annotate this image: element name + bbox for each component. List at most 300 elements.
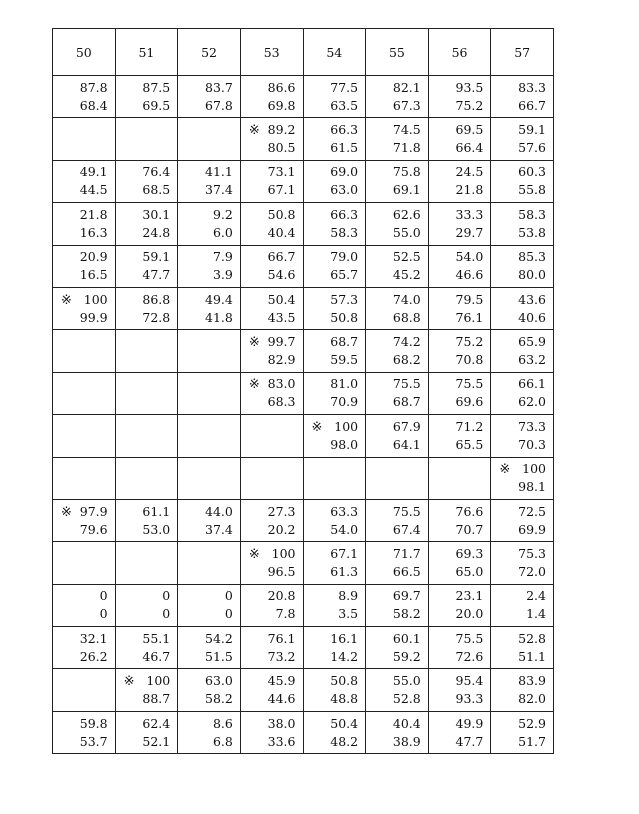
table-row bbox=[53, 372, 554, 414]
value-upper: 58.3 bbox=[518, 206, 546, 222]
value-lower: 63.5 bbox=[330, 97, 359, 113]
value-lower: 65.7 bbox=[330, 267, 359, 283]
value-lower: 80.0 bbox=[518, 267, 546, 283]
value-lower: 33.6 bbox=[267, 733, 296, 749]
table-cell bbox=[428, 160, 491, 202]
table-cell bbox=[178, 499, 241, 541]
value-lower: 52.8 bbox=[392, 691, 421, 707]
table-cell bbox=[428, 76, 491, 118]
table-cell bbox=[491, 245, 554, 287]
value-lower: 82.9 bbox=[267, 352, 296, 368]
value-upper: 71.7 bbox=[392, 545, 421, 561]
table-cell bbox=[303, 542, 366, 584]
value-lower: 64.1 bbox=[392, 436, 421, 452]
value-lower: 70.8 bbox=[455, 352, 484, 368]
table-cell bbox=[491, 330, 554, 372]
table-cell bbox=[428, 415, 491, 457]
value-lower: 70.9 bbox=[330, 394, 359, 410]
empty-cell bbox=[178, 118, 241, 160]
table-cell bbox=[366, 711, 429, 753]
value-lower: 98.1 bbox=[518, 479, 546, 495]
value-upper: 100 bbox=[522, 461, 546, 477]
table-cell bbox=[240, 627, 303, 669]
value-lower: 1.4 bbox=[526, 606, 546, 622]
table-cell bbox=[491, 669, 554, 711]
value-upper: 69.3 bbox=[455, 545, 484, 561]
value-upper: 83.3 bbox=[518, 79, 546, 95]
value-upper: 67.9 bbox=[392, 418, 421, 434]
table-cell bbox=[53, 203, 116, 245]
value-lower: 67.3 bbox=[392, 97, 421, 113]
value-upper: 0 bbox=[99, 588, 108, 604]
value-upper: 59.1 bbox=[518, 122, 546, 138]
table-cell bbox=[178, 287, 241, 329]
value-upper: 27.3 bbox=[267, 503, 296, 519]
reference-mark: ※ bbox=[248, 377, 260, 393]
table-cell bbox=[178, 160, 241, 202]
value-upper: 75.2 bbox=[455, 334, 484, 350]
value-upper: 40.4 bbox=[392, 715, 421, 731]
value-lower: 53.7 bbox=[79, 733, 108, 749]
value-lower: 58.3 bbox=[330, 224, 359, 240]
value-lower: 69.6 bbox=[455, 394, 484, 410]
value-upper: 75.5 bbox=[392, 503, 421, 519]
value-lower: 47.7 bbox=[142, 267, 171, 283]
table-cell bbox=[178, 711, 241, 753]
value-lower: 70.3 bbox=[518, 436, 546, 452]
table-cell bbox=[115, 627, 178, 669]
value-lower: 57.6 bbox=[518, 140, 546, 156]
value-lower: 72.8 bbox=[142, 309, 171, 325]
value-lower: 69.1 bbox=[392, 182, 421, 198]
value-lower: 68.4 bbox=[79, 97, 108, 113]
value-upper: 74.0 bbox=[392, 291, 421, 307]
value-upper: 30.1 bbox=[142, 206, 171, 222]
value-lower: 75.2 bbox=[455, 97, 484, 113]
value-upper: 8.9 bbox=[338, 588, 359, 604]
value-upper: 86.8 bbox=[142, 291, 171, 307]
value-upper: 99.7 bbox=[267, 334, 296, 350]
value-upper: 86.6 bbox=[267, 79, 296, 95]
table-cell bbox=[240, 76, 303, 118]
value-upper: 100 bbox=[83, 291, 108, 307]
value-lower: 20.2 bbox=[267, 521, 296, 537]
data-table bbox=[52, 28, 554, 754]
value-lower: 79.6 bbox=[79, 521, 108, 537]
value-lower: 16.5 bbox=[79, 267, 108, 283]
column-header: 52 bbox=[178, 29, 241, 76]
value-lower: 71.8 bbox=[392, 140, 421, 156]
value-upper: 32.1 bbox=[79, 630, 108, 646]
value-upper: 79.0 bbox=[330, 249, 359, 265]
table-cell bbox=[178, 627, 241, 669]
value-upper: 21.8 bbox=[79, 206, 108, 222]
table-cell bbox=[240, 372, 303, 414]
table-cell bbox=[303, 330, 366, 372]
table-row bbox=[53, 160, 554, 202]
value-upper: 2.4 bbox=[526, 588, 546, 604]
value-upper: 60.3 bbox=[518, 164, 546, 180]
value-lower: 66.5 bbox=[392, 563, 421, 579]
table-cell bbox=[53, 499, 116, 541]
table-cell bbox=[366, 499, 429, 541]
table-cell bbox=[491, 415, 554, 457]
table-cell bbox=[303, 287, 366, 329]
value-lower: 55.8 bbox=[518, 182, 546, 198]
value-upper: 83.7 bbox=[205, 79, 233, 95]
value-lower: 46.7 bbox=[142, 648, 171, 664]
table-cell bbox=[428, 330, 491, 372]
value-upper: 100 bbox=[334, 418, 359, 434]
table-cell bbox=[428, 203, 491, 245]
value-upper: 52.5 bbox=[392, 249, 421, 265]
table-cell bbox=[428, 372, 491, 414]
table-cell bbox=[491, 457, 554, 499]
table-cell bbox=[53, 245, 116, 287]
value-upper: 76.4 bbox=[142, 164, 171, 180]
table-row bbox=[53, 245, 554, 287]
value-upper: 50.8 bbox=[267, 206, 296, 222]
value-lower: 67.1 bbox=[267, 182, 296, 198]
column-header: 53 bbox=[240, 29, 303, 76]
value-upper: 74.5 bbox=[392, 122, 421, 138]
value-lower: 43.5 bbox=[267, 309, 296, 325]
value-lower: 69.5 bbox=[142, 97, 171, 113]
value-lower: 73.2 bbox=[267, 648, 296, 664]
table-cell bbox=[366, 542, 429, 584]
table-cell bbox=[178, 245, 241, 287]
value-upper: 66.3 bbox=[330, 206, 359, 222]
value-upper: 49.9 bbox=[455, 715, 484, 731]
table-cell bbox=[366, 245, 429, 287]
value-lower: 40.6 bbox=[518, 309, 546, 325]
reference-mark: ※ bbox=[61, 504, 72, 520]
column-header: 55 bbox=[366, 29, 429, 76]
value-lower: 58.2 bbox=[205, 691, 233, 707]
table-cell bbox=[303, 76, 366, 118]
table-cell bbox=[428, 118, 491, 160]
value-upper: 100 bbox=[271, 545, 296, 561]
table-cell bbox=[115, 203, 178, 245]
table-cell bbox=[303, 415, 366, 457]
table-row bbox=[53, 457, 554, 499]
value-lower: 46.6 bbox=[455, 267, 484, 283]
value-upper: 73.1 bbox=[267, 164, 296, 180]
value-lower: 3.9 bbox=[212, 267, 233, 283]
table-row bbox=[53, 499, 554, 541]
value-upper: 59.1 bbox=[142, 249, 171, 265]
value-upper: 74.2 bbox=[392, 334, 421, 350]
table-row bbox=[53, 118, 554, 160]
value-lower: 80.5 bbox=[267, 140, 296, 156]
value-upper: 41.1 bbox=[205, 164, 233, 180]
column-header: 56 bbox=[428, 29, 491, 76]
value-lower: 40.4 bbox=[267, 224, 296, 240]
reference-mark: ※ bbox=[248, 335, 260, 351]
table-cell bbox=[366, 160, 429, 202]
value-upper: 24.5 bbox=[455, 164, 484, 180]
value-lower: 6.0 bbox=[212, 224, 233, 240]
value-upper: 45.9 bbox=[267, 673, 296, 689]
value-lower: 47.7 bbox=[455, 733, 484, 749]
value-lower: 24.8 bbox=[142, 224, 171, 240]
table-cell bbox=[240, 203, 303, 245]
value-lower: 96.5 bbox=[267, 563, 296, 579]
table-cell bbox=[303, 711, 366, 753]
table-cell bbox=[53, 711, 116, 753]
value-upper: 66.3 bbox=[330, 122, 359, 138]
value-lower: 65.5 bbox=[455, 436, 484, 452]
table-cell bbox=[303, 499, 366, 541]
table-cell bbox=[240, 542, 303, 584]
value-upper: 75.3 bbox=[518, 545, 546, 561]
table-cell bbox=[115, 160, 178, 202]
table-cell bbox=[240, 499, 303, 541]
value-upper: 83.9 bbox=[518, 673, 546, 689]
empty-cell bbox=[115, 372, 178, 414]
empty-cell bbox=[53, 457, 116, 499]
value-lower: 59.5 bbox=[330, 352, 359, 368]
column-header: 54 bbox=[303, 29, 366, 76]
table-cell bbox=[428, 669, 491, 711]
value-lower: 0 bbox=[224, 606, 233, 622]
table-body bbox=[53, 76, 554, 754]
value-upper: 81.0 bbox=[330, 376, 359, 392]
table-cell bbox=[115, 584, 178, 626]
table-cell bbox=[366, 627, 429, 669]
table-cell bbox=[491, 372, 554, 414]
value-upper: 67.1 bbox=[330, 545, 359, 561]
table-cell bbox=[115, 669, 178, 711]
table-cell bbox=[428, 584, 491, 626]
value-upper: 38.0 bbox=[267, 715, 296, 731]
table-cell bbox=[428, 499, 491, 541]
value-upper: 100 bbox=[146, 673, 171, 689]
empty-cell bbox=[178, 542, 241, 584]
value-upper: 16.1 bbox=[330, 630, 359, 646]
table-cell bbox=[178, 584, 241, 626]
column-header: 51 bbox=[115, 29, 178, 76]
empty-cell bbox=[366, 457, 429, 499]
value-lower: 72.6 bbox=[455, 648, 484, 664]
empty-cell bbox=[115, 118, 178, 160]
value-upper: 50.4 bbox=[267, 291, 296, 307]
value-upper: 87.5 bbox=[142, 79, 171, 95]
value-upper: 75.5 bbox=[392, 376, 421, 392]
value-lower: 59.2 bbox=[392, 648, 421, 664]
value-lower: 61.5 bbox=[330, 140, 359, 156]
value-upper: 89.2 bbox=[267, 122, 296, 138]
empty-cell bbox=[178, 415, 241, 457]
value-lower: 26.2 bbox=[79, 648, 108, 664]
value-upper: 61.1 bbox=[142, 503, 171, 519]
value-lower: 51.7 bbox=[518, 733, 546, 749]
empty-cell bbox=[53, 542, 116, 584]
empty-cell bbox=[178, 330, 241, 372]
reference-mark: ※ bbox=[311, 419, 323, 435]
value-lower: 68.2 bbox=[392, 352, 421, 368]
value-upper: 49.4 bbox=[205, 291, 233, 307]
value-upper: 65.9 bbox=[518, 334, 546, 350]
empty-cell bbox=[115, 330, 178, 372]
value-lower: 54.0 bbox=[330, 521, 359, 537]
value-upper: 63.3 bbox=[330, 503, 359, 519]
value-upper: 43.6 bbox=[518, 291, 546, 307]
value-lower: 67.4 bbox=[392, 521, 421, 537]
value-lower: 51.1 bbox=[518, 648, 546, 664]
table-cell bbox=[491, 499, 554, 541]
table-cell bbox=[240, 584, 303, 626]
value-lower: 37.4 bbox=[205, 521, 233, 537]
table-cell bbox=[303, 203, 366, 245]
table-cell bbox=[428, 542, 491, 584]
value-upper: 87.8 bbox=[79, 79, 108, 95]
table-row bbox=[53, 203, 554, 245]
table-cell bbox=[178, 76, 241, 118]
value-upper: 72.5 bbox=[518, 503, 546, 519]
table-cell bbox=[240, 160, 303, 202]
table-cell bbox=[491, 287, 554, 329]
value-upper: 0 bbox=[224, 588, 233, 604]
table-cell bbox=[491, 118, 554, 160]
table-cell bbox=[53, 160, 116, 202]
value-lower: 68.5 bbox=[142, 182, 171, 198]
value-upper: 66.1 bbox=[518, 376, 546, 392]
table-cell bbox=[303, 669, 366, 711]
value-lower: 63.0 bbox=[330, 182, 359, 198]
empty-cell bbox=[53, 330, 116, 372]
value-upper: 50.8 bbox=[330, 673, 359, 689]
value-upper: 44.0 bbox=[205, 503, 233, 519]
value-upper: 69.7 bbox=[392, 588, 421, 604]
value-lower: 72.0 bbox=[518, 563, 546, 579]
table-cell bbox=[491, 203, 554, 245]
table-cell bbox=[366, 415, 429, 457]
table-row bbox=[53, 669, 554, 711]
value-upper: 63.0 bbox=[205, 673, 233, 689]
value-lower: 65.0 bbox=[455, 563, 484, 579]
header-row bbox=[53, 29, 554, 76]
column-header: 57 bbox=[491, 29, 554, 76]
value-upper: 7.9 bbox=[212, 249, 233, 265]
value-upper: 52.9 bbox=[518, 715, 546, 731]
value-lower: 98.0 bbox=[330, 436, 359, 452]
value-lower: 45.2 bbox=[392, 267, 421, 283]
value-lower: 14.2 bbox=[330, 648, 359, 664]
value-lower: 67.8 bbox=[205, 97, 233, 113]
value-upper: 76.6 bbox=[455, 503, 484, 519]
value-lower: 16.3 bbox=[79, 224, 108, 240]
value-lower: 61.3 bbox=[330, 563, 359, 579]
table-cell bbox=[303, 160, 366, 202]
reference-mark: ※ bbox=[123, 674, 135, 690]
value-upper: 49.1 bbox=[79, 164, 108, 180]
value-upper: 23.1 bbox=[455, 588, 484, 604]
empty-cell bbox=[115, 542, 178, 584]
value-lower: 38.9 bbox=[392, 733, 421, 749]
table-row bbox=[53, 76, 554, 118]
empty-cell bbox=[428, 457, 491, 499]
value-upper: 52.8 bbox=[518, 630, 546, 646]
table-cell bbox=[178, 203, 241, 245]
empty-cell bbox=[53, 415, 116, 457]
table-cell bbox=[491, 711, 554, 753]
table-cell bbox=[428, 627, 491, 669]
empty-cell bbox=[53, 669, 116, 711]
empty-cell bbox=[53, 372, 116, 414]
table-row bbox=[53, 287, 554, 329]
value-lower: 37.4 bbox=[205, 182, 233, 198]
value-upper: 20.9 bbox=[79, 249, 108, 265]
value-lower: 44.6 bbox=[267, 691, 296, 707]
table-cell bbox=[428, 245, 491, 287]
value-lower: 48.8 bbox=[330, 691, 359, 707]
value-lower: 88.7 bbox=[142, 691, 171, 707]
empty-cell bbox=[53, 118, 116, 160]
table-row bbox=[53, 584, 554, 626]
table-cell bbox=[240, 287, 303, 329]
value-upper: 69.0 bbox=[330, 164, 359, 180]
value-upper: 97.9 bbox=[79, 503, 108, 519]
table-cell bbox=[53, 287, 116, 329]
value-upper: 8.6 bbox=[212, 715, 233, 731]
value-upper: 69.5 bbox=[455, 122, 484, 138]
value-lower: 44.5 bbox=[79, 182, 108, 198]
table-row bbox=[53, 542, 554, 584]
table-cell bbox=[428, 711, 491, 753]
value-upper: 75.5 bbox=[455, 630, 484, 646]
value-lower: 82.0 bbox=[518, 691, 546, 707]
table-cell bbox=[240, 711, 303, 753]
value-upper: 55.0 bbox=[392, 673, 421, 689]
value-upper: 62.4 bbox=[142, 715, 171, 731]
table-cell bbox=[240, 118, 303, 160]
value-lower: 51.5 bbox=[205, 648, 233, 664]
table-cell bbox=[491, 584, 554, 626]
reference-mark: ※ bbox=[499, 462, 511, 478]
value-upper: 62.6 bbox=[392, 206, 421, 222]
empty-cell bbox=[240, 415, 303, 457]
table-cell bbox=[303, 584, 366, 626]
value-lower: 0 bbox=[99, 606, 108, 622]
value-lower: 69.9 bbox=[518, 521, 546, 537]
reference-mark: ※ bbox=[248, 123, 260, 139]
value-upper: 54.2 bbox=[205, 630, 233, 646]
value-upper: 77.5 bbox=[330, 79, 359, 95]
table-cell bbox=[240, 669, 303, 711]
table-cell bbox=[303, 372, 366, 414]
value-lower: 53.0 bbox=[142, 521, 171, 537]
value-lower: 68.3 bbox=[267, 394, 296, 410]
reference-mark: ※ bbox=[61, 292, 72, 308]
value-upper: 0 bbox=[162, 588, 171, 604]
table-row bbox=[53, 711, 554, 753]
value-upper: 60.1 bbox=[392, 630, 421, 646]
value-lower: 6.8 bbox=[212, 733, 233, 749]
empty-cell bbox=[115, 457, 178, 499]
value-lower: 55.0 bbox=[392, 224, 421, 240]
value-lower: 99.9 bbox=[79, 309, 108, 325]
table-cell bbox=[366, 372, 429, 414]
table-cell bbox=[366, 669, 429, 711]
table-cell bbox=[491, 627, 554, 669]
value-upper: 54.0 bbox=[455, 249, 484, 265]
empty-cell bbox=[240, 457, 303, 499]
value-upper: 20.8 bbox=[267, 588, 296, 604]
value-upper: 68.7 bbox=[330, 334, 359, 350]
empty-cell bbox=[178, 457, 241, 499]
value-lower: 41.8 bbox=[205, 309, 233, 325]
